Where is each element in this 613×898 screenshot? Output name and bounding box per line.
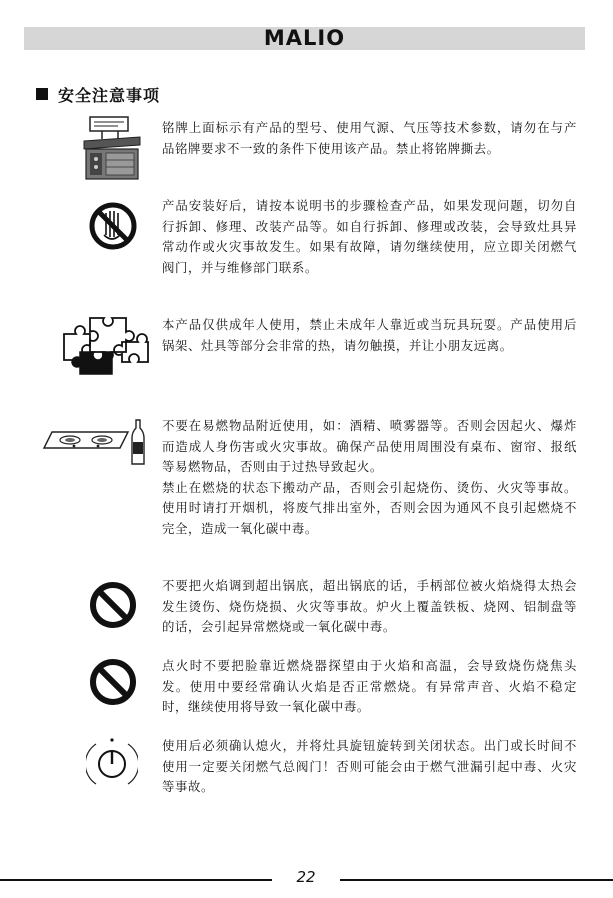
safety-item-4-paragraph-1: 不要在易燃物品附近使用，如：酒精、喷雾器等。否则会因起火、爆炸而造成人身伤害或火灾事故。确保产品使用周围没有桌布、窗帘、报纸等易燃物品，否则由于过热导致起火。 (162, 418, 577, 474)
safety-item-7 (162, 736, 577, 798)
safety-item-6-text: 点火时不要把脸靠近燃烧器探望由于火焰和高温，会导致烧伤烧焦头发。使用中要经常确认火焰是否正常燃烧。有异常声音、火焰不稳定时，继续使用将导致一氧化碳中毒。 (162, 658, 577, 714)
stove-nameplate-icon (80, 115, 146, 183)
safety-item-7-text: 使用后必须确认熄火，并将灶具旋钮旋转到关闭状态。出门或长时间不使用一定要关闭燃气总阀门！否则可能会由于燃气泄漏引起中毒、火灾等事故。 (162, 738, 577, 794)
no-disassembly-icon (88, 201, 138, 251)
prohibited-icon (88, 657, 138, 707)
safety-item-3 (162, 315, 577, 356)
brand-logo: MALIO (263, 26, 346, 50)
section-title (36, 83, 160, 105)
safety-item-3-text: 本产品仅供成年人使用，禁止未成年人靠近或当玩具玩耍。产品使用后锅架、灶具等部分会非常的热，请勿触摸，并让小朋友远离。 (162, 317, 577, 353)
section-title-text: 安全注意事项 (58, 85, 161, 105)
safety-item-1-text: 铭牌上面标示有产品的型号、使用气源、气压等技术参数，请勿在与产品铭牌要求不一致的条件下使用该产品。禁止将铭牌撕去。 (162, 120, 577, 156)
page-number: 22 (296, 868, 316, 886)
header-bar (24, 27, 585, 50)
safety-item-5 (162, 576, 577, 638)
puzzle-icon (60, 312, 152, 378)
square-bullet-icon (36, 88, 48, 100)
safety-item-5-text: 不要把火焰调到超出锅底，超出锅底的话，手柄部位被火焰烧得太热会发生烫伤、烧伤烧损、火灾等事故。炉火上覆盖铁板、烧网、铝制盘等的话，会引起异常燃烧或一氧化碳中毒。 (162, 578, 577, 634)
cooktop-bottle-icon (40, 418, 152, 468)
safety-item-6 (162, 656, 577, 718)
safety-item-2-text: 产品安装好后，请按本说明书的步骤检查产品，如果发现问题，切勿自行拆卸、修理、改装产品等。如自行拆卸、修理或改装，会导致灶具异常动作或火灾事故发生。如果有故障，请勿继续使用，应立即关闭燃气阀门，并与维修部门联系。 (162, 198, 577, 275)
footer-line-right (340, 879, 613, 881)
prohibited-icon (88, 580, 138, 630)
safety-item-1 (162, 118, 577, 159)
safety-item-4 (162, 416, 577, 539)
safety-item-4-paragraph-2: 禁止在燃烧的状态下搬动产品，否则会引起烧伤、烫伤、火灾等事故。使用时请打开烟机，将废气排出室外，否则会因为通风不良引起燃烧不完全，造成一氧化碳中毒。 (162, 479, 577, 536)
safety-item-2 (162, 196, 577, 278)
footer-line-left (0, 879, 272, 881)
power-knob-icon (86, 736, 138, 792)
